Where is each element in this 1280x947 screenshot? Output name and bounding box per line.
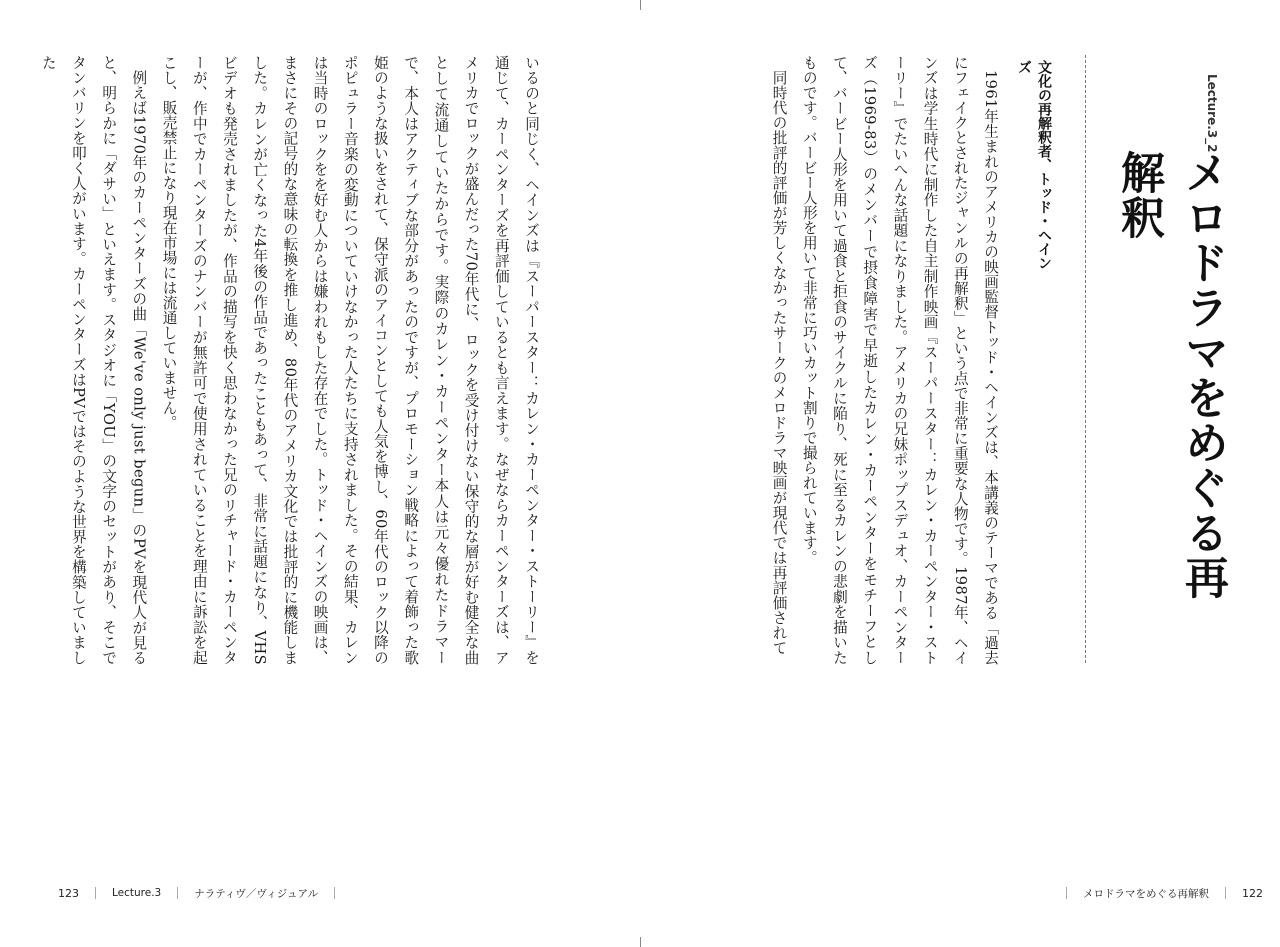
lecture-label: Lecture.3 [112,887,162,899]
footer-separator [1225,887,1226,899]
paragraph: いるのと同じく、ヘインズは『スーパースター：カレン・カーペンター・ストーリー』を通じて、カーペンターズを再評価しているとも言えます。なぜならカーペンターズは、アメリカでロックが盛んだった70年代に、ロックを受け付けない保守的な層が好む健全な曲として流通していたからです。実際のカレン・カーペンター本人は元々優れたドラマーで、本人はアクティブな部分があったのですが、プロモーション戦略によって着飾った歌姫のような扱いをされて、保守派のアイコンとしても人気を博し、60年代のロック以降のポピュラー音楽の変動についていけなかった人たちに支持されました。その結果、カレンは当時のロックをを好む人からは嫌われもした存在でした。トッド・ヘインズの映画は、まさにその記号的な意味の転換を推し進め、80年代のアメリカ文化では批評的に機能しました。カレンが亡くなった4年後の作品であったこともあって、非常に話題になり、VHSビデオも発売されましたが、作品の描写を快く思わなかった兄のリチャード・カーペンターが、作中でカーペンターズのナンバーが無許可で使用されていることを理由に訴訟を起こし、販売禁止になり現在市場には流通していません。 [160,55,540,665]
paragraph: 同時代の批評的評価が芳しくなかったサークのメロドラマ映画が現代では再評価されて [770,69,788,655]
right-page [640,0,1280,947]
footer-separator [1066,887,1067,899]
page-title: メロドラマをめぐる再解釈 [1113,150,1228,600]
paragraph: 1961年生まれのアメリカの映画監督トッド・ヘインズは、本講義のテーマである「過去にフェイクとされたジャンルの再解釈」という点で非常に重要な人物です。1987年、ヘインズは学生時代に制作した自主制作映画『スーパースター：カレン・カーペンター・ストーリー』でたいへんな話題になりました。アメリカの兄妹ポップスデュオ、カーペンターズ（1969-83）のメンバーで摂食障害で早逝したカレン・カーペンターをモチーフとして、バービー人形を用いて過食と拒食のサイクルに陥り、死に至るカレンの悲劇を描いたものです。バービー人形を用いて非常に巧いカット割りで撮られています。 [800,55,999,665]
footer-separator [334,887,335,899]
section-heading: 文化の再解釈者、トッド・ヘインズ [1016,60,1052,270]
running-title: メロドラマをめぐる再解釈 [1083,887,1209,900]
footer-separator [177,887,178,899]
paragraph: 例えば1970年のカーペンターズの曲「We've only just begun」のPVを現代人が見ると、明らかに「ダサい」といえます。スタジオに「YOU」の文字のセットがあり、そこでタンバリンを叩く人がいます。カーペンターズはPVではそのような世界を構築していました [39,55,148,665]
lecture-tag: Lecture.3_2 [1205,73,1219,153]
part-title: ナラティヴ／ヴィジュアル [194,887,319,900]
page-number: 123 [58,886,79,900]
divider [1085,55,1086,663]
footer-separator [95,887,96,899]
body-text [760,55,1005,665]
footer [1050,884,1263,902]
body-text [39,55,546,665]
footer [58,884,351,902]
page-number: 122 [1242,886,1263,900]
